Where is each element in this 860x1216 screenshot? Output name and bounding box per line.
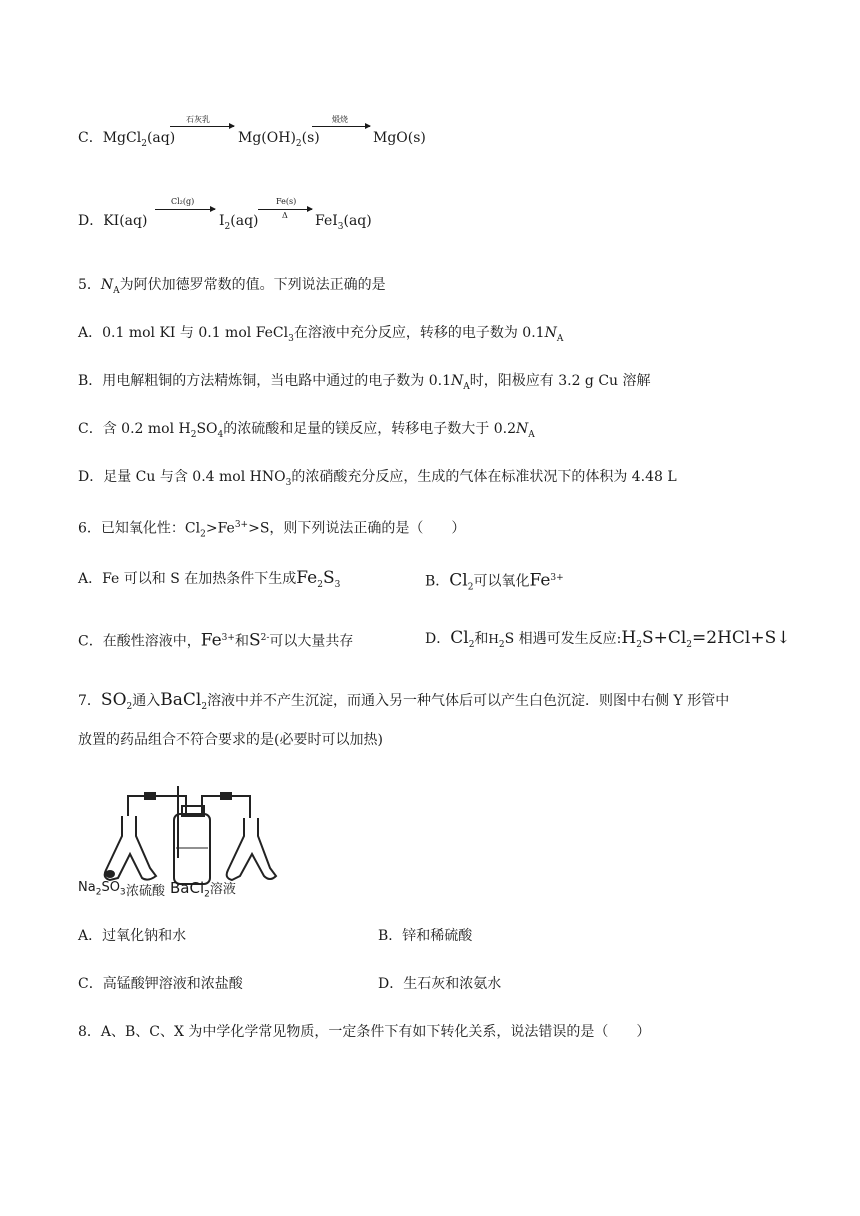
- arrow-label: Fe(s): [276, 197, 297, 206]
- question-6-option-b[interactable]: B．$Cl_2$可以氧化$Fe^{3+}$: [425, 570, 564, 593]
- question-6-option-c[interactable]: C．在酸性溶液中，$Fe^{3+}$和$S^{2-}$可以大量共存: [78, 630, 354, 651]
- question-6-option-a[interactable]: A．Fe 可以和 S 在加热条件下生成$Fe_2S_3$: [78, 568, 341, 590]
- arrow-icon: [312, 126, 370, 127]
- question-5-option-b[interactable]: B．用电解粗铜的方法精炼铜，当电路中通过的电子数为 $0.1N_A$时，阳极应有 3.2 g Cu 溶解: [78, 373, 651, 392]
- heat-symbol: Δ: [282, 211, 288, 220]
- arrow-icon: [155, 209, 215, 210]
- figure-label-conc-sulfuric-acid: 浓硫酸: [126, 884, 166, 899]
- figure-label-sodium-sulfite: $Na_2SO_3$: [78, 880, 126, 898]
- question-7-stem-line2: 放置的药品组合不符合要求的是(必要时可以加热): [78, 732, 383, 748]
- question-5-option-a[interactable]: A．0.1 mol KI 与 0.1 mol FeCl$_3$在溶液中充分反应，转移的电子数为 $0.1N_A$: [78, 325, 564, 344]
- option-c-chain: C．MgCl$_2$(aq): [78, 130, 176, 149]
- question-5-option-c[interactable]: C．含 0.2 mol $H_2SO_4$的浓硫酸和足量的镁反应，转移电子数大于 $0.2N_A$: [78, 421, 535, 440]
- arrow-icon: [170, 126, 234, 127]
- question-8-stem: 8．A、B、C、X 为中学化学常见物质，一定条件下有如下转化关系，说法错误的是（ ）: [78, 1024, 651, 1040]
- option-d-product: FeI$_3$(aq): [315, 213, 372, 232]
- washing-bottle: [174, 814, 210, 884]
- question-6-option-d[interactable]: D．$Cl_2$和$H_2S$ 相遇可发生反应$:H_2S+Cl_2=2HCl+S↓$: [425, 628, 791, 650]
- question-7-option-c[interactable]: C．高锰酸钾溶液和浓盐酸: [78, 976, 243, 992]
- figure-label-bacl2-solution: BaCl$_2$溶液: [170, 879, 236, 900]
- question-7-option-d[interactable]: D．生石灰和浓氨水: [378, 976, 502, 992]
- question-6-stem: 6．已知氧化性：$Cl_2>Fe^{3+}>S$，则下列说法正确的是（ ）: [78, 520, 466, 540]
- question-5-stem: 5．$N_A$为阿伏加德罗常数的值。下列说法正确的是: [78, 277, 386, 296]
- arrow-calcine: [312, 114, 372, 134]
- arrow-label: Cl₂(g): [171, 197, 195, 206]
- question-7-stem-line1: 7．$SO_2$通入BaCl$_2$溶液中并不产生沉淀，而通入另一种气体后可以产生白色沉淀．则图中右侧 Y 形管中: [78, 690, 730, 712]
- question-7-option-b[interactable]: B．锌和稀硫酸: [378, 928, 473, 944]
- option-c-product: MgO(s): [373, 130, 426, 146]
- arrow-chlorine: [155, 197, 217, 217]
- option-c-intermediate: $Mg(OH)_2(s)$: [238, 130, 320, 149]
- arrow-iron: [258, 197, 314, 223]
- option-d-intermediate: $I_2(aq)$: [219, 213, 259, 232]
- question-7-option-a[interactable]: A．过氧化钠和水: [78, 928, 187, 944]
- apparatus-figure: [78, 778, 278, 898]
- arrow-label: 石灰乳: [186, 115, 210, 124]
- arrow-lime-milk: [170, 114, 236, 134]
- question-5-option-d[interactable]: D．足量 Cu 与含 0.4 mol $HNO_3$的浓硝酸充分反应，生成的气体在标准状况下的体积为 4.48 L: [78, 469, 677, 488]
- right-y-tube: [227, 818, 276, 880]
- arrow-label: 煅烧: [332, 115, 348, 124]
- left-y-tube: [105, 816, 156, 880]
- arrow-icon: [258, 209, 312, 210]
- option-d-chain: D．KI(aq): [78, 213, 148, 229]
